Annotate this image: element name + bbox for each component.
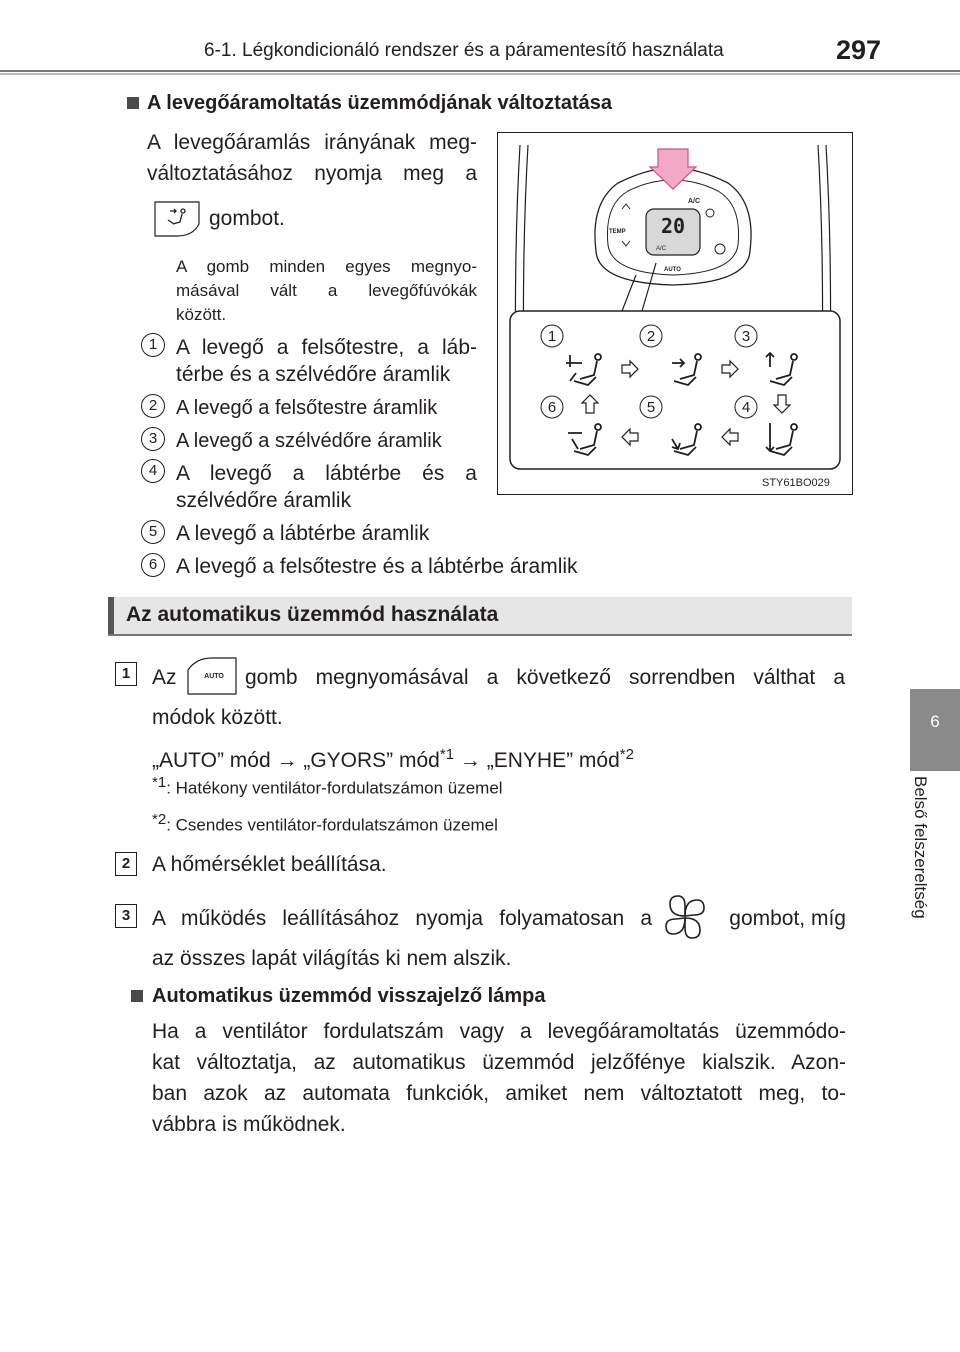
item-4-line2: szélvédőre áramlik — [176, 489, 352, 512]
diagram-auto-label: AUTO — [664, 267, 681, 273]
indicator-line1: Ha a ventilátor fordulatszám vagy a levegőáramoltatás üzemmódo- — [152, 1020, 846, 1043]
diagram-mode-5: 5 — [646, 399, 656, 416]
step-number-3: 3 — [115, 904, 137, 928]
page-number: 297 — [836, 35, 882, 65]
header-title: 6-1. Légkondicionáló rendszer és a páramentesítő használata — [204, 40, 724, 61]
climate-control-diagram — [497, 132, 853, 495]
diagram-display-ac: A/C — [656, 246, 667, 252]
step-number-1: 1 — [115, 662, 137, 686]
footnote-2-mark: *2 — [152, 811, 167, 828]
indicator-line3: ban azok az automata funkciók, amiket nem változtatott meg, to- — [152, 1082, 846, 1105]
indicator-line2: kat változtatja, az automatikus üzemmód jelzőfénye kialszik. Azon- — [152, 1051, 846, 1074]
item-3-line1: A levegő a szélvédőre áramlik — [176, 430, 442, 452]
footnote-1 — [152, 768, 503, 804]
item-number-6: 6 — [141, 553, 165, 577]
auto-button-icon — [186, 656, 238, 696]
step-number-2: 2 — [115, 852, 137, 876]
chapter-number: 6 — [930, 712, 940, 731]
step-3-pre: A működés leállításához nyomja folyamatosan a — [152, 907, 652, 930]
chapter-label-container — [888, 776, 948, 956]
diagram-mode-1: 1 — [547, 328, 557, 345]
mode-auto: „AUTO” mód — [152, 749, 271, 772]
diagram-ac-label: A/C — [688, 198, 701, 205]
auto-section-heading: Az automatikus üzemmód használata — [126, 603, 499, 626]
diagram-display-temp: 20 — [660, 214, 686, 238]
item-number-5: 5 — [141, 520, 165, 544]
airflow-note-line2: másával vált a levegőfúvókák — [176, 281, 477, 300]
footnote-1-mark: *1 — [152, 774, 167, 791]
footnote-2 — [152, 805, 498, 841]
item-6-line1: A levegő a felsőtestre és a lábtérbe áramlik — [176, 555, 578, 578]
section-bar-underline — [108, 634, 852, 636]
mode-gyors: „GYORS” mód — [303, 749, 440, 772]
diagram-mode-2: 2 — [646, 328, 656, 345]
step-1-pre: Az — [152, 666, 177, 689]
diagram-mode-3: 3 — [741, 328, 751, 345]
airflow-heading: A levegőáramoltatás üzemmódjának változtatása — [147, 92, 612, 114]
auto-button-label: AUTO — [204, 673, 224, 680]
step-3-line2: az összes lapát világítás ki nem alszik. — [152, 947, 512, 970]
footnote-1-text: : Hatékony ventilátor-fordulatszámon üzemel — [166, 778, 503, 798]
item-number-4: 4 — [141, 459, 165, 483]
diagram-mode-4: 4 — [741, 399, 751, 416]
airflow-intro-line1: A levegőáramlás irányának meg- — [147, 131, 477, 154]
header-rule — [0, 70, 960, 72]
step-3-post: gombot, míg — [729, 907, 846, 930]
fan-button-icon — [662, 892, 708, 942]
mode-arrow-2: → — [459, 749, 481, 772]
airflow-mode-button-icon — [153, 198, 201, 238]
mode-arrow-1: → — [276, 749, 298, 772]
mode-enyhe-footnote: *2 — [619, 746, 634, 763]
diagram-temp-label: TEMP — [609, 229, 626, 235]
item-2-line1: A levegő a felsőtestre áramlik — [176, 397, 438, 419]
airflow-note-line1: A gomb minden egyes megnyo- — [176, 257, 477, 276]
diagram-mode-6: 6 — [547, 399, 557, 416]
heading-bullet — [127, 97, 139, 109]
item-number-3: 3 — [141, 427, 165, 451]
airflow-note-line3: között. — [176, 305, 227, 324]
item-number-1: 1 — [141, 333, 165, 357]
footnote-2-text: : Csendes ventilátor-fordulatszámon üzemel — [166, 815, 498, 835]
item-number-2: 2 — [141, 394, 165, 418]
indicator-line4: vábbra is működnek. — [152, 1113, 346, 1136]
diagram-code: STY61BO029 — [762, 477, 830, 489]
item-5-line1: A levegő a lábtérbe áramlik — [176, 522, 430, 545]
item-1-line1: A levegő a felsőtestre, a láb- — [176, 336, 477, 359]
mode-gyors-footnote: *1 — [439, 746, 455, 763]
indicator-heading: Automatikus üzemmód visszajelző lámpa — [152, 985, 546, 1007]
step-1-post: gomb megnyomásával a következő sorrendben válthat a — [245, 666, 845, 689]
indicator-bullet — [131, 990, 143, 1002]
chapter-label: Belső felszereltség — [911, 776, 930, 919]
item-4-line1: A levegő a lábtérbe és a — [176, 462, 477, 485]
diagram-drawing — [498, 133, 854, 496]
section-bar-edge — [108, 597, 114, 635]
airflow-intro-line3: gombot. — [209, 207, 285, 230]
step-2-line1: A hőmérséklet beállítása. — [152, 853, 387, 876]
mode-enyhe: „ENYHE” mód — [486, 749, 620, 772]
airflow-intro-line2: változtatásához nyomja meg a — [147, 162, 477, 185]
step-1-line2: módok között. — [152, 706, 283, 729]
item-1-line2: térbe és a szélvédőre áramlik — [176, 363, 451, 386]
header-rule-secondary — [0, 73, 960, 75]
